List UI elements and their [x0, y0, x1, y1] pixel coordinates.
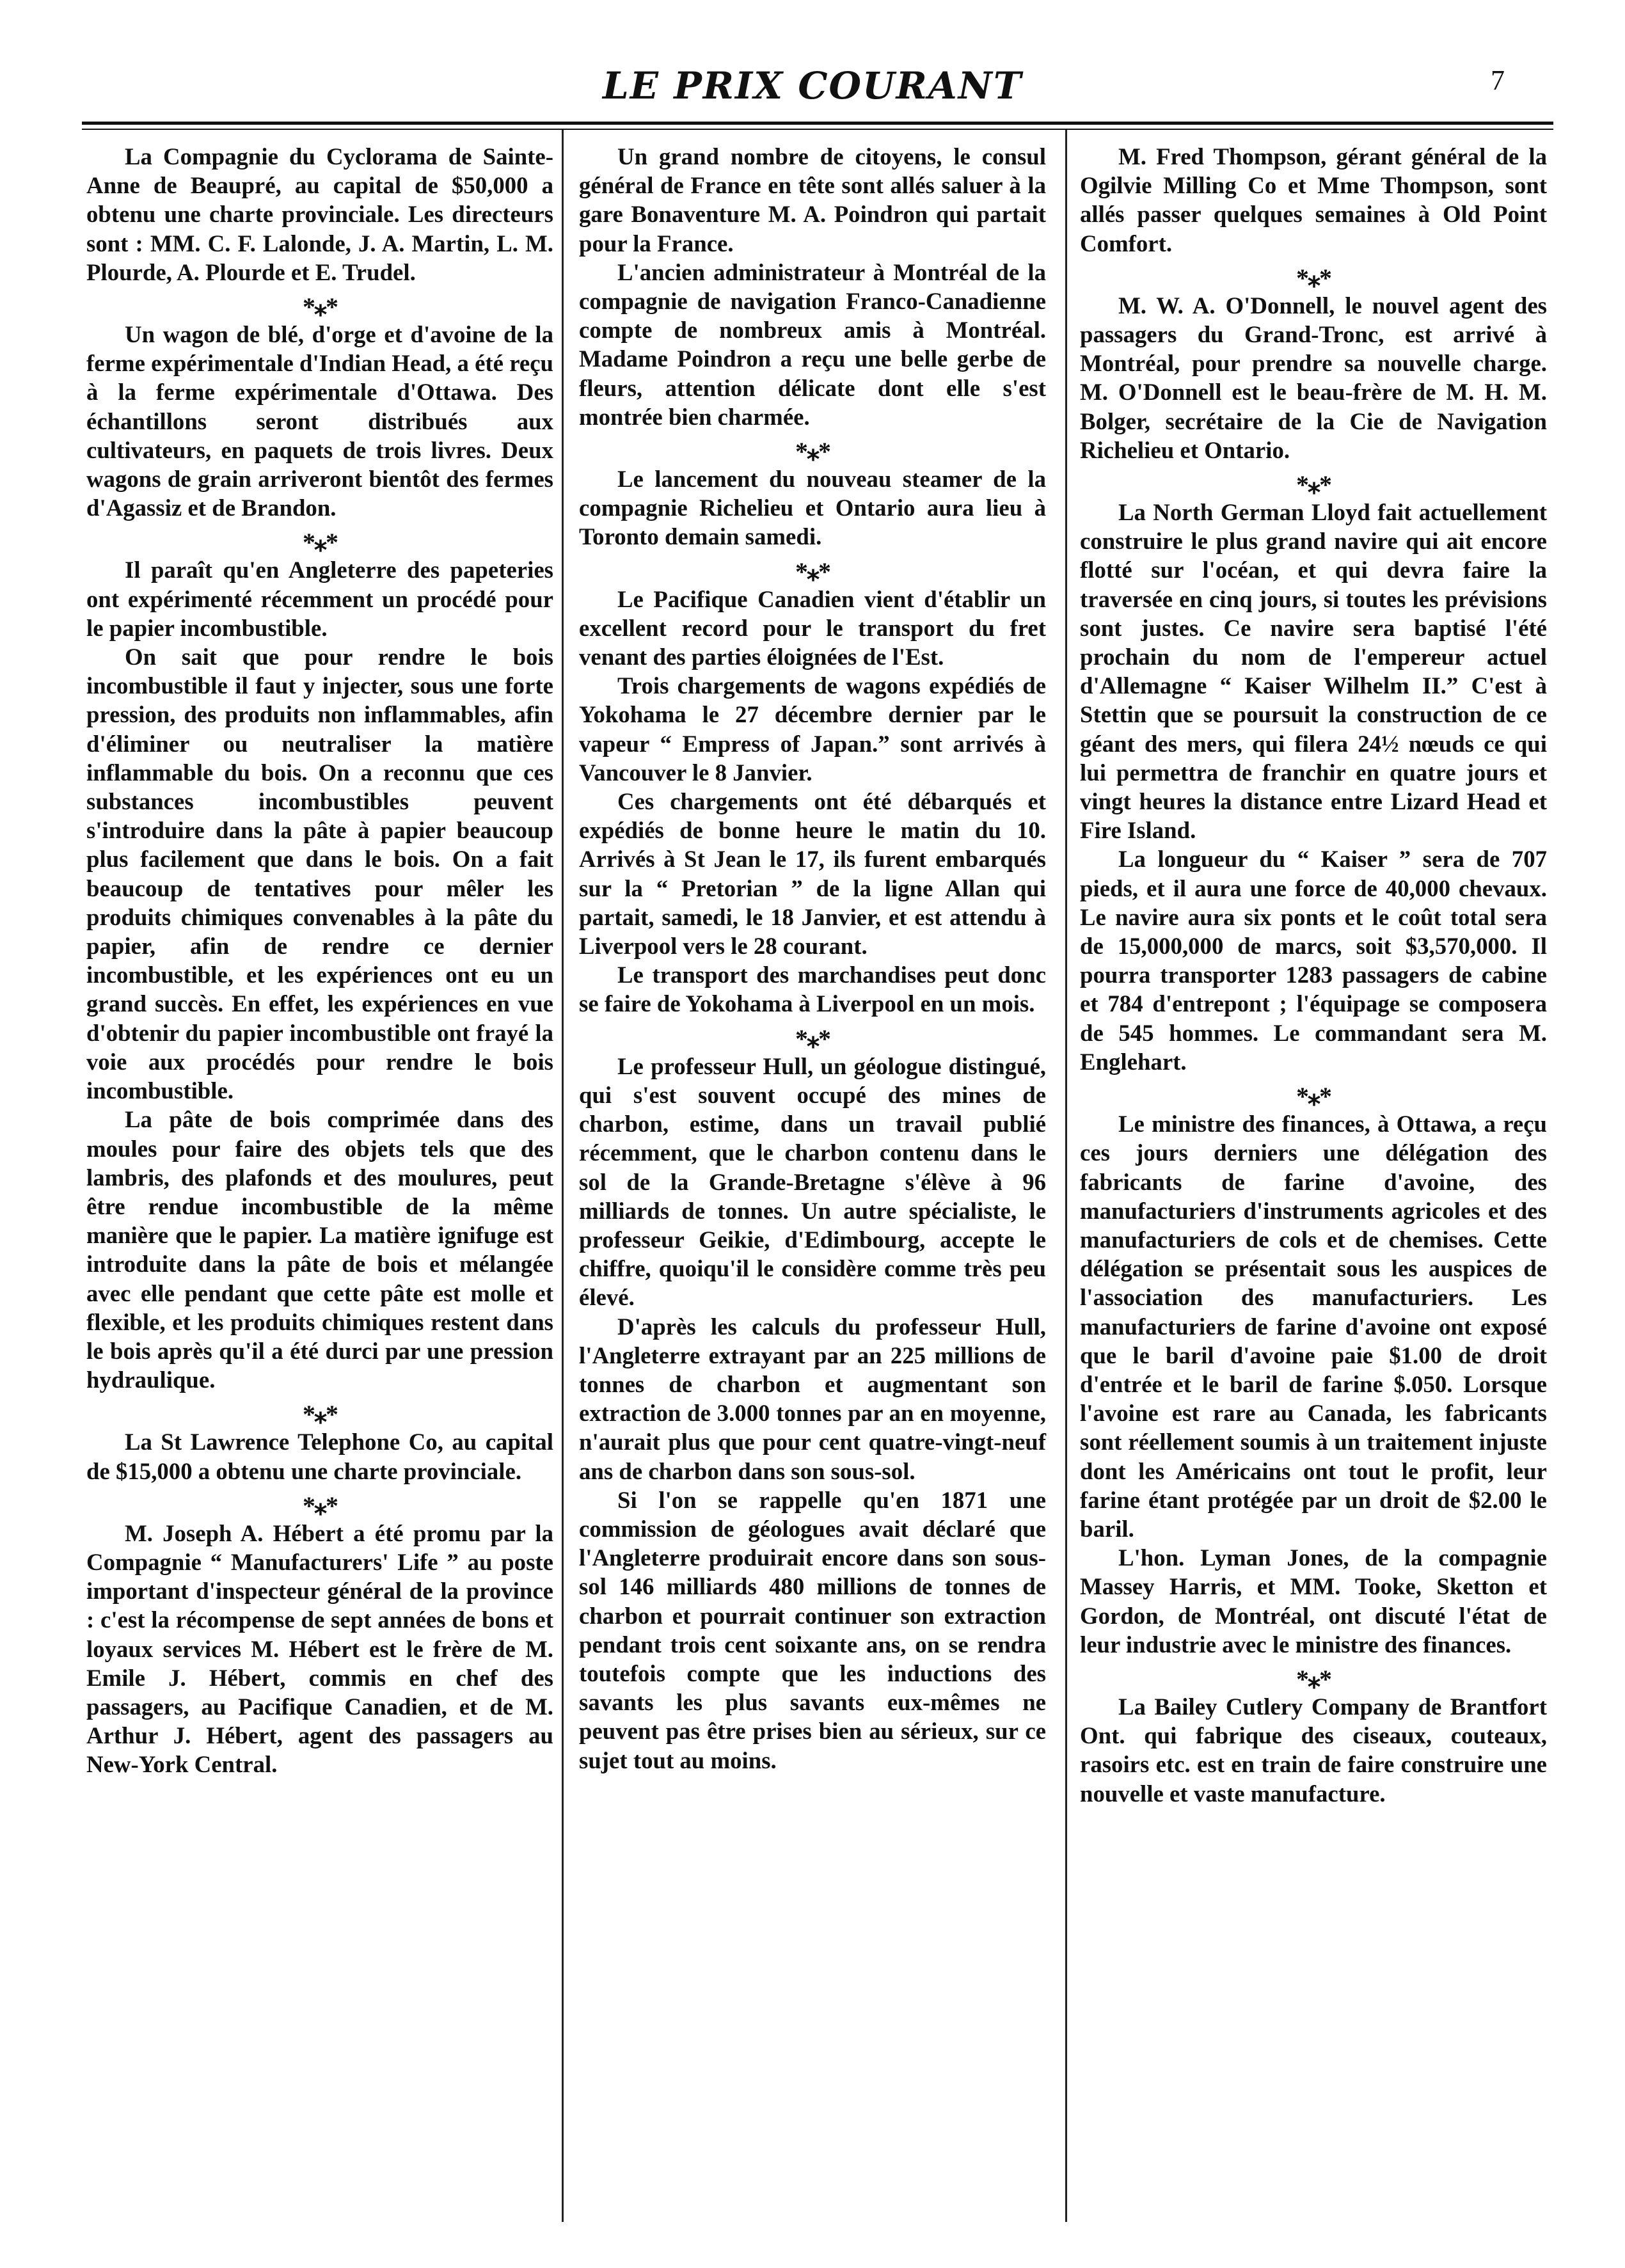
article-paragraph: Ces chargements ont été débarqués et expédiés de bonne heure le matin du 10. Arrivés à St Jean le 17, ils furent embarqués sur la “ Pretorian ” de la ligne Allan qui partait, samedi, le 18 Janvier, et est attendu à Liverpool vers le 28 courant. [579, 788, 1046, 960]
section-separator: *⁎* [303, 1491, 337, 1520]
article-paragraph: La longueur du “ Kaiser ” sera de 707 pieds, et il aura une force de 40,000 chevaux. Le navire aura six ponts et le coût total sera de 15,000,000 de marcs, soit $3,570,000. Il pourra transporter 1283 passagers de cabine et 784 d'entrepont ; l'équipage se composera de 545 hommes. Le commandant sera M. Englehart. [1080, 846, 1547, 1075]
column-2 [579, 142, 1046, 1775]
column-divider [1065, 130, 1067, 2222]
article-paragraph: La Bailey Cutlery Company de Brantfort Ont. qui fabrique des ciseaux, couteaux, rasoirs etc. est en train de faire construire une nouvelle et vaste manufacture. [1080, 1693, 1547, 1807]
article-paragraph: Le professeur Hull, un géologue distingué, qui s'est souvent occupé des mines de charbon, estime, dans un travail publié récemment, que le charbon contenu dans le sol de la Grande-Bretagne s'élève à 96 milliards de tonnes. Un autre spécialiste, le professeur Geikie, d'Edimbourg, accepte le chiffre, quoiqu'il le considère comme très peu élevé. [579, 1052, 1046, 1311]
article-paragraph: Le Pacifique Canadien vient d'établir un excellent record pour le transport du fret venant des parties éloignées de l'Est. [579, 585, 1046, 670]
section-separator: *⁎* [1296, 1664, 1331, 1693]
article-paragraph: Un wagon de blé, d'orge et d'avoine de la ferme expérimentale d'Indian Head, a été reçu à la ferme expérimentale d'Ottawa. Des échantillons seront distribués aux cultivateurs, en paquets de trois livres. Deux wagons de grain arriveront bientôt des fermes d'Agassiz et de Brandon. [86, 321, 553, 521]
section-separator: *⁎* [303, 292, 337, 322]
article-paragraph: D'après les calculs du professeur Hull, l'Angleterre extrayant par an 225 millions de tonnes de charbon et augmentant son extraction de 3.000 tonnes par an en moyenne, n'aurait plus que pour cent quatre-vingt-neuf ans de charbon dans son sous-sol. [579, 1313, 1046, 1484]
article-paragraph: M. W. A. O'Donnell, le nouvel agent des passagers du Grand-Tronc, est arrivé à Montréal, pour prendre sa nouvelle charge. M. O'Donnell est le beau-frère de M. H. M. Bolger, secrétaire de la Cie de Navigation Richelieu et Ontario. [1080, 292, 1547, 463]
header-rule [82, 122, 1553, 125]
article-paragraph: Si l'on se rappelle qu'en 1871 une commission de géologues avait déclaré que l'Angleterre produirait encore dans son sous-sol 146 milliards 480 millions de tonnes de charbon et pourrait continuer son extraction pendant trois cent soixante ans, on se rendra toutefois compte que les inductions des savants les plus savants eux-mêmes ne peuvent pas être prises bien au sérieux, sur ce sujet tout au moins. [579, 1486, 1046, 1773]
section-separator: *⁎* [795, 1024, 830, 1053]
section-separator: *⁎* [1296, 1082, 1331, 1111]
section-separator: *⁎* [795, 437, 830, 466]
article-paragraph: La St Lawrence Telephone Co, au capital de $15,000 a obtenu une charte provinciale. [86, 1429, 553, 1484]
article-paragraph: Un grand nombre de citoyens, le consul général de France en tête sont allés saluer à la gare Bonaventure M. A. Poindron qui partait pour la France. [579, 143, 1046, 257]
article-paragraph: La pâte de bois comprimée dans des moules pour faire des objets tels que des lambris, des plafonds et des moulures, peut être rendue incombustible de la même manière que le papier. La matière ignifuge est introduite dans la pâte de bois et mélangée avec elle pendant que cette pâte est molle et flexible, et les produits chimiques restent dans le bois après qu'il a été durci par une pression hydraulique. [86, 1106, 553, 1393]
article-paragraph: Le ministre des finances, à Ottawa, a reçu ces jours derniers une délégation des fabricants de farine d'avoine, des manufacturiers d'instruments agricoles et des manufacturiers de cols et de chemises. Cette délégation se présentait sous les auspices de l'association des manufacturiers. Les manufacturiers de farine d'avoine ont exposé que le baril d'avoine paie $1.00 de droit d'entrée et le baril de farine $.050. Lorsque l'avoine est rare au Canada, les fabricants sont réellement soumis à un traitement injuste dont les Américains ont tout le profit, leur farine étant protégée par un droit de $2.00 le baril. [1080, 1111, 1547, 1542]
article-paragraph: M. Fred Thompson, gérant général de la Ogilvie Milling Co et Mme Thompson, sont allés passer quelques semaines à Old Point Comfort. [1080, 143, 1547, 257]
article-paragraph: Le transport des marchandises peut donc se faire de Yokohama à Liverpool en un mois. [579, 962, 1046, 1017]
section-separator: *⁎* [795, 557, 830, 586]
article-paragraph: L'ancien administrateur à Montréal de la compagnie de navigation Franco-Canadienne compte de nombreux amis à Montréal. Madame Poindron a reçu une belle gerbe de fleurs, attention délicate dont elle s'est montrée bien charmée. [579, 258, 1046, 430]
section-separator: *⁎* [303, 528, 337, 557]
article-paragraph: M. Joseph A. Hébert a été promu par la Compagnie “ Manufacturers' Life ” au poste important d'inspecteur général de la province : c'est la récompense de sept années de bons et loyaux services M. Hébert est le frère de M. Emile J. Hébert, commis en chef des passagers, au Pacifique Canadien, et de M. Arthur J. Hébert, agent des passagers au New-York Central. [86, 1519, 553, 1778]
column-3 [1080, 142, 1547, 1808]
section-separator: *⁎* [303, 1400, 337, 1429]
article-paragraph: Le lancement du nouveau steamer de la compagnie Richelieu et Ontario aura lieu à Toronto demain samedi. [579, 466, 1046, 550]
masthead-title: LE PRIX COURANT [603, 64, 1022, 107]
column-1 [86, 142, 553, 1779]
article-paragraph: Trois chargements de wagons expédiés de Yokohama le 27 décembre dernier par le vapeur “ Empress of Japan.” sont arrivés à Vancouver le 8 Janvier. [579, 672, 1046, 786]
section-separator: *⁎* [1296, 470, 1331, 500]
page-number: 7 [1491, 65, 1505, 96]
column-divider [562, 130, 564, 2222]
article-paragraph: La North German Lloyd fait actuellement construire le plus grand navire qui ait encore flotté sur l'océan, et qui devra faire la traversée en cinq jours, si toutes les prévisions sont justes. Ce navire sera baptisé l'été prochain du nom de l'empereur actuel d'Allemagne “ Kaiser Wilhelm II.” C'est à Stettin que se poursuit la construction de ce géant des mers, qui filera 24½ nœuds ce qui lui permettra de franchir en quatre jours et vingt heures la distance entre Lizard Head et Fire Island. [1080, 499, 1547, 844]
section-separator: *⁎* [1296, 263, 1331, 292]
masthead-logo [603, 56, 1022, 115]
article-paragraph: La Compagnie du Cyclorama de Sainte-Anne de Beaupré, au capital de $50,000 a obtenu une charte provinciale. Les directeurs sont : MM. C. F. Lalonde, J. A. Martin, L. M. Plourde, A. Plourde et E. Trudel. [86, 143, 553, 285]
article-paragraph: On sait que pour rendre le bois incombustible il faut y injecter, sous une forte pression, des produits non inflammables, afin d'éliminer ou neutraliser la matière inflammable du bois. On a reconnu que ces substances incombustibles peuvent s'introduire dans la pâte à papier beaucoup plus facilement que dans le bois. On a fait beaucoup de tentatives pour mêler les produits chimiques convenables à la pâte du papier, afin de rendre ce dernier incombustible, et les expériences ont eu un grand succès. En effet, les expériences en vue d'obtenir du papier incombustible ont frayé la voie aux procédés pour rendre le bois incombustible. [86, 644, 553, 1104]
article-paragraph: Il paraît qu'en Angleterre des papeteries ont expérimenté récemment un procédé pour le papier incombustible. [86, 557, 553, 641]
article-paragraph: L'hon. Lyman Jones, de la compagnie Massey Harris, et MM. Tooke, Sketton et Gordon, de Montréal, ont discuté l'état de leur industrie avec le ministre des finances. [1080, 1544, 1547, 1658]
header-rule-thin [82, 129, 1553, 130]
